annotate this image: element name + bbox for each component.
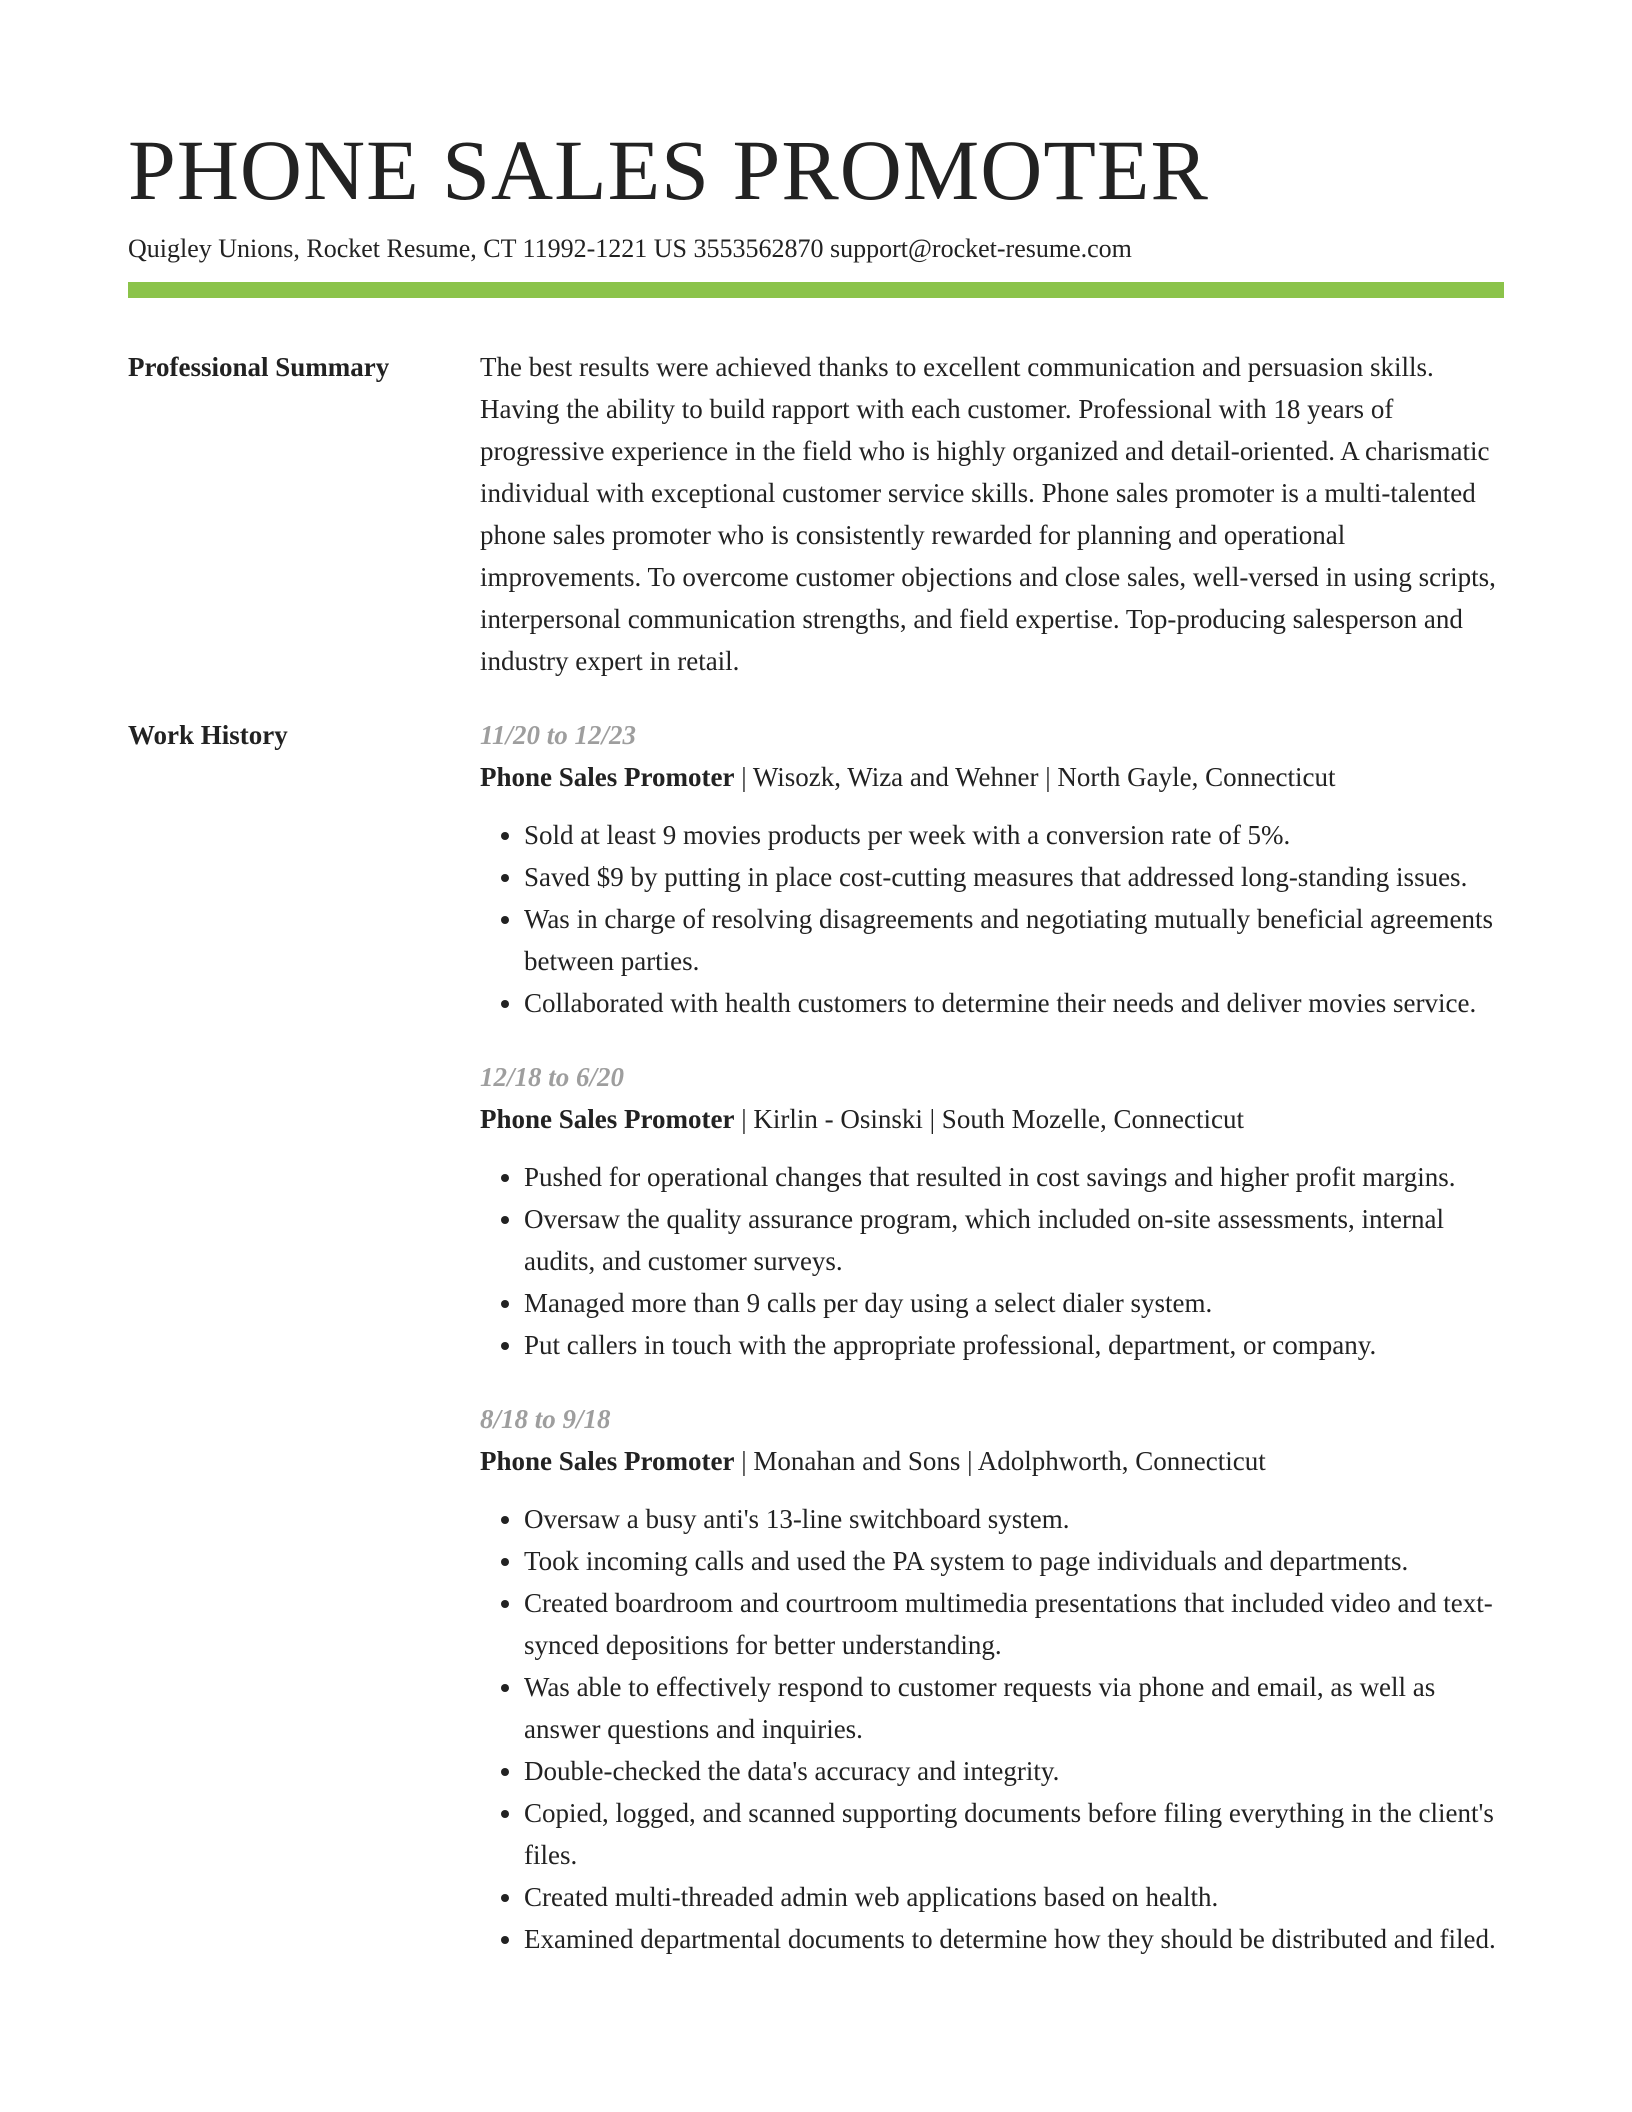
work-history-body: [480, 714, 1504, 1992]
job-company: Monahan and Sons: [753, 1446, 961, 1476]
work-history-section: [128, 714, 1504, 1992]
job-bullet: • Was in charge of resolving disagreements and negotiating mutually beneficial agreements between parties.: [524, 898, 1504, 982]
resume-page: [128, 0, 1504, 1992]
contact-line: Quigley Unions, Rocket Resume, CT 11992-1221 US 3553562870 support@rocket-resume.com: [128, 234, 1132, 263]
job-company: Wisozk, Wiza and Wehner: [752, 762, 1039, 792]
job-title: Phone Sales Promoter: [480, 762, 735, 792]
job-location: Adolphworth, Connecticut: [977, 1446, 1266, 1476]
job-bullet: • Managed more than 9 calls per day using a select dialer system.: [524, 1282, 1504, 1324]
job-separator: |: [734, 1446, 754, 1476]
job-separator: |: [922, 1104, 942, 1134]
candidate-name: PHONE SALES PROMOTER: [128, 122, 1209, 218]
job-bullet: • Sold at least 9 movies products per week with a conversion rate of 5%.: [524, 814, 1504, 856]
job-location: North Gayle, Connecticut: [1057, 762, 1336, 792]
job-bullet-list: [480, 1156, 1504, 1366]
job-bullet: • Created boardroom and courtroom multimedia presentations that included video and text-synced depositions for better understanding.: [524, 1582, 1504, 1666]
job-bullet: • Collaborated with health customers to determine their needs and deliver movies service.: [524, 982, 1504, 1024]
job-bullet-list: [480, 1498, 1504, 1960]
section-label-summary: Professional Summary: [128, 352, 390, 382]
summary-body: [480, 346, 1504, 682]
job-bullet: • Pushed for operational changes that resulted in cost savings and higher profit margins.: [524, 1156, 1504, 1198]
job-bullet: • Examined departmental documents to determine how they should be distributed and filed.: [524, 1918, 1504, 1960]
job-dates: 12/18 to 6/20: [480, 1062, 625, 1092]
job-title: Phone Sales Promoter: [480, 1104, 735, 1134]
job-bullet: • Copied, logged, and scanned supporting documents before filing everything in the client's files.: [524, 1792, 1504, 1876]
job-bullet: • Saved $9 by putting in place cost-cutting measures that addressed long-standing issues.: [524, 856, 1504, 898]
job-bullet: • Took incoming calls and used the PA system to page individuals and departments.: [524, 1540, 1504, 1582]
job-bullet: • Was able to effectively respond to customer requests via phone and email, as well as answer questions and inquiries.: [524, 1666, 1504, 1750]
section-label-work-history: Work History: [128, 720, 288, 750]
job-bullet: • Double-checked the data's accuracy and integrity.: [524, 1750, 1504, 1792]
job-separator: |: [1038, 762, 1058, 792]
job-location: South Mozelle, Connecticut: [941, 1104, 1244, 1134]
job-entry: [480, 714, 1504, 1024]
job-bullet: • Created multi-threaded admin web applications based on health.: [524, 1876, 1504, 1918]
job-separator: |: [960, 1446, 978, 1476]
job-bullet: • Put callers in touch with the appropriate professional, department, or company.: [524, 1324, 1504, 1366]
job-header: [480, 1098, 1504, 1140]
job-bullet: • Oversaw the quality assurance program, which included on-site assessments, internal audits, and customer surveys.: [524, 1198, 1504, 1282]
job-entry: [480, 1398, 1504, 1960]
job-bullet-list: [480, 814, 1504, 1024]
job-dates: 11/20 to 12/23: [480, 720, 637, 750]
job-separator: |: [734, 762, 753, 792]
job-header: [480, 756, 1504, 798]
summary-text: The best results were achieved thanks to excellent communication and persuasion skills. Having the ability to build rapport with each customer. Professional with 18 years of progressive experience in the field who is highly organized and detail-oriented. A charismatic individual with exceptional customer service skills. Phone sales promoter is a multi-talented phone sales promoter who is consistently rewarded for planning and operational improvements. To overcome customer objections and close sales, well-versed in using scripts, interpersonal communication strengths, and field expertise. Top-producing salesperson and industry expert in retail.: [480, 352, 1496, 676]
job-dates: 8/18 to 9/18: [480, 1404, 611, 1434]
accent-divider: [128, 282, 1504, 298]
job-entry: [480, 1056, 1504, 1366]
job-header: [480, 1440, 1504, 1482]
job-bullet: • Oversaw a busy anti's 13-line switchboard system.: [524, 1498, 1504, 1540]
job-title: Phone Sales Promoter: [480, 1446, 735, 1476]
job-separator: |: [734, 1104, 754, 1134]
summary-section: [128, 346, 1504, 682]
job-company: Kirlin - Osinski: [753, 1104, 923, 1134]
